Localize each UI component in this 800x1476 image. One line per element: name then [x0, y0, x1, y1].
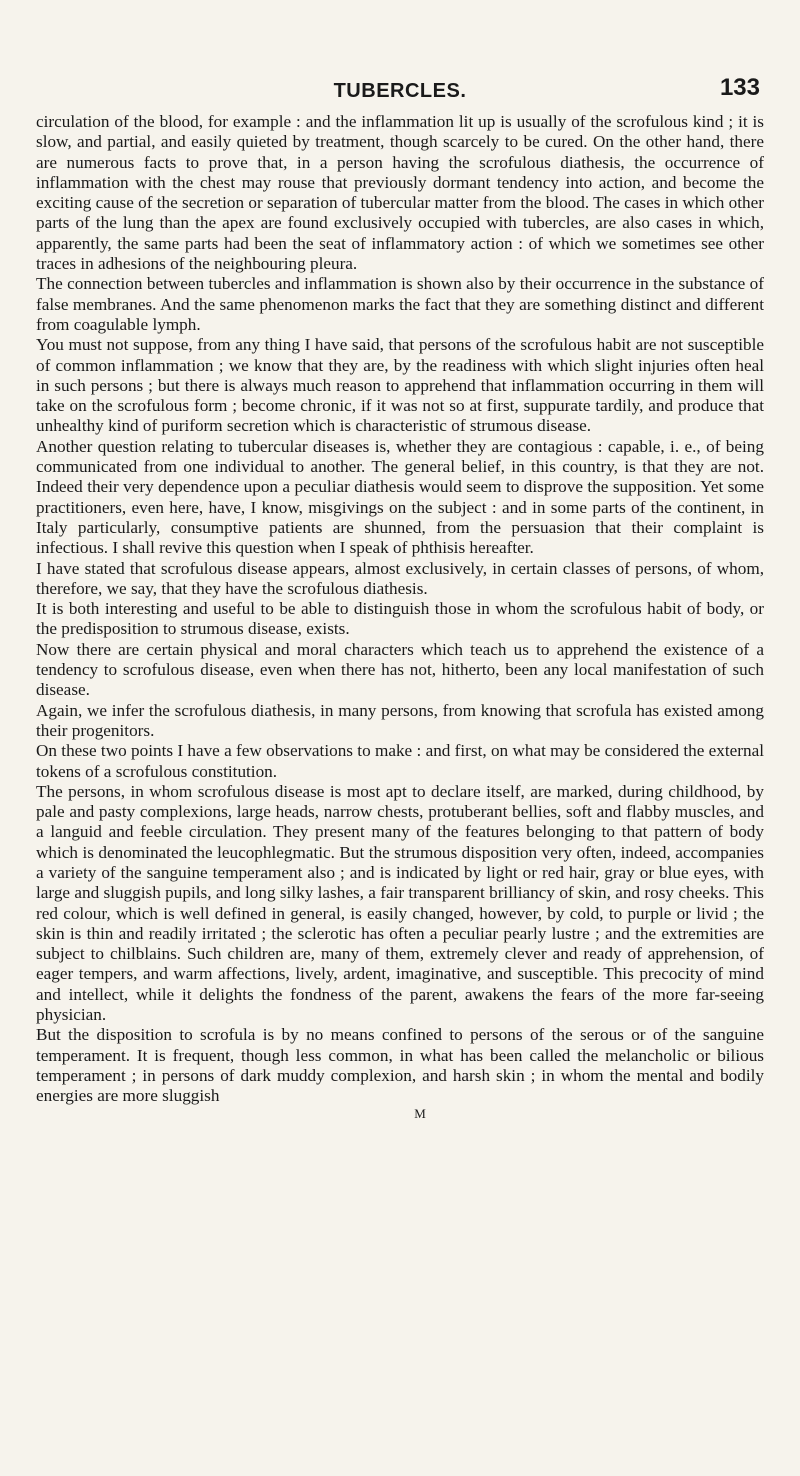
body-text	[36, 112, 764, 1107]
signature-mark: M	[414, 1105, 426, 1121]
paragraph: The connection between tubercles and inflammation is shown also by their occurrence in the substance of false membranes. And the same phenomenon marks the fact that they are something distinct and different from coagulable lymph.	[36, 274, 764, 334]
running-title: TUBERCLES.	[333, 80, 467, 102]
paragraph: It is both interesting and useful to be able to distinguish those in whom the scrofulous habit of body, or the predisposition to strumous disease, exists.	[36, 599, 764, 639]
paragraph: The persons, in whom scrofulous disease is most apt to declare itself, are marked, during childhood, by pale and pasty complexions, large heads, narrow chests, protuberant bellies, soft and flabby muscles, and a languid and feeble circulation. They present many of the features belonging to that pattern of body which is denominated the leucophlegmatic. But the strumous disposition very often, indeed, accompanies a variety of the sanguine temperament also ; and is indicated by light or red hair, gray or blue eyes, with large and sluggish pupils, and long silky lashes, a fair transparent brilliancy of skin, and rosy cheeks. This red colour, which is well defined in general, is easily changed, however, by cold, to purple or livid ; the skin is thin and readily irritated ; the sclerotic has often a peculiar pearly lustre ; and the extremities are subject to chilblains. Such children are, many of them, extremely clever and ready of apprehension, of eager tempers, and warm affections, lively, ardent, imaginative, and susceptible. This precocity of mind and intellect, while it delights the fondness of the parent, awakens the fears of the more far-seeing physician.	[36, 781, 764, 1025]
paragraph: I have stated that scrofulous disease appears, almost exclusively, in certain classes of persons, of whom, therefore, we say, that they have the scrofulous diathesis.	[36, 558, 764, 598]
page-number: 133	[719, 74, 760, 101]
paragraph: Again, we infer the scrofulous diathesis, in many persons, from knowing that scrofula has existed among their progenitors.	[36, 700, 764, 740]
paragraph: But the disposition to scrofula is by no means confined to persons of the serous or of the sanguine temperament. It is frequent, though less common, in what has been called the melancholic or bilious temperament ; in persons of dark muddy complexion, and harsh skin ; in whom the mental and bodily energies are more sluggish	[36, 1025, 764, 1106]
running-head	[36, 0, 764, 112]
paragraph: On these two points I have a few observations to make : and first, on what may be considered the external tokens of a scrofulous constitution.	[36, 741, 764, 781]
paragraph: circulation of the blood, for example : and the inflammation lit up is usually of the scrofulous kind ; it is slow, and partial, and easily quieted by treatment, though scarcely to be cured. On the other hand, there are numerous facts to prove that, in a person having the scrofulous diathesis, the occurrence of inflammation with the chest may rouse that previously dormant tendency into action, and become the exciting cause of the secretion or separation of tubercular matter from the blood. The cases in which other parts of the lung than the apex are found exclusively occupied with tubercles, are also cases in which, apparently, the same parts had been the seat of inflammatory action : of which we sometimes see other traces in adhesions of the neighbouring pleura.	[36, 112, 764, 274]
paragraph: Another question relating to tubercular diseases is, whether they are contagious : capable, i. e., of being communicated from one individual to another. The general belief, in this country, is that they are not. Indeed their very dependence upon a peculiar diathesis would seem to disprove the supposition. Yet some practitioners, even here, have, I know, misgivings on the subject : and in some parts of the continent, in Italy particularly, consumptive patients are shunned, from the persuasion that their complaint is infectious. I shall revive this question when I speak of phthisis hereafter.	[36, 436, 764, 558]
paragraph: Now there are certain physical and moral characters which teach us to apprehend the existence of a tendency to scrofulous disease, even when there has not, hitherto, been any local manifestation of such disease.	[36, 639, 764, 700]
paragraph: You must not suppose, from any thing I have said, that persons of the scrofulous habit are not susceptible of common inflammation ; we know that they are, by the readiness with which slight injuries often heal in such persons ; but there is always much reason to apprehend that inflammation occurring in them will take on the scrofulous form ; become chronic, if it was not so at first, suppurate tardily, and produce that unhealthy kind of puriform secretion which is characteristic of strumous disease.	[36, 335, 764, 436]
